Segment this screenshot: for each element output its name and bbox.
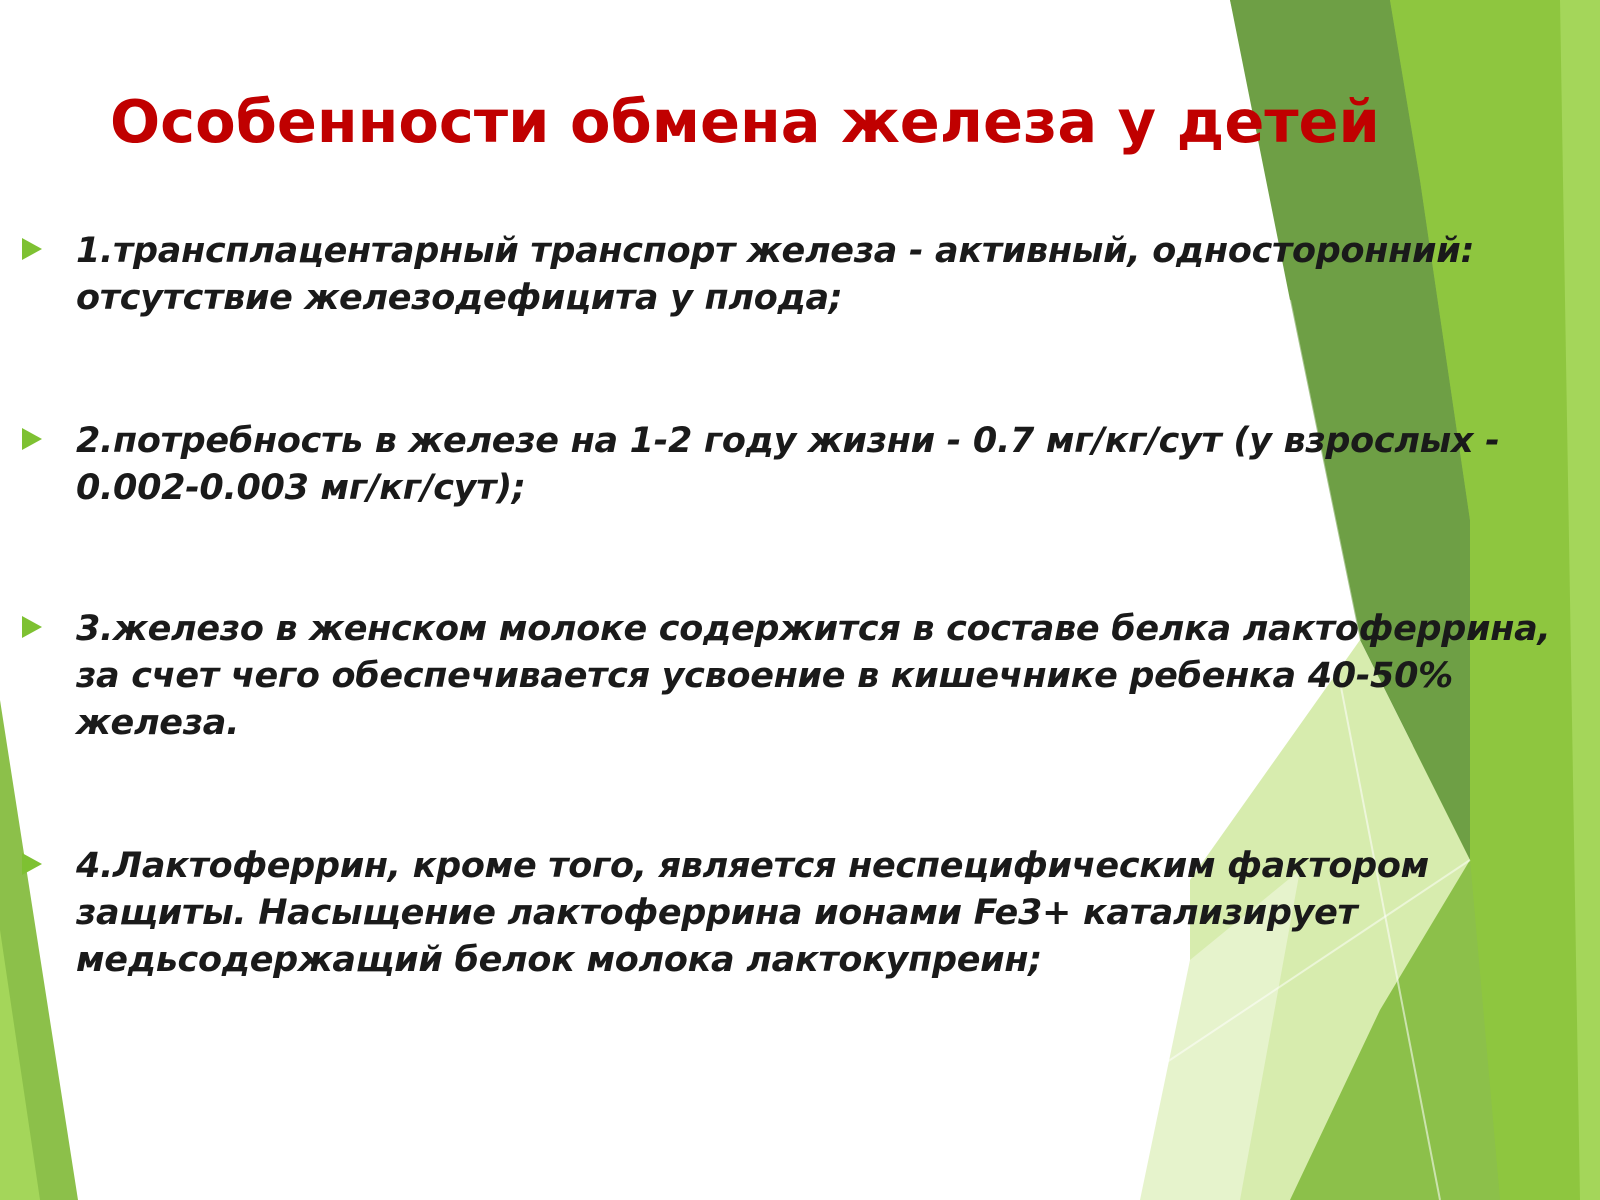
triangle-right-icon <box>22 238 42 260</box>
bullet-text: 1.трансплацентарный транспорт железа - активный, односторонний: отсутствие железодефицита у плода; <box>76 231 1475 318</box>
bullet-item-2 <box>18 418 1578 512</box>
bullet-text: 2.потребность в железе на 1-2 году жизни - 0.7 мг/кг/сут (у взрослых - 0.002-0.003 мг/кг/сут); <box>76 421 1500 508</box>
triangle-right-icon <box>22 616 42 638</box>
bullet-text: 3.железо в женском молоке содержится в составе белка лактоферрина, за счет чего обеспечивается усвоение в кишечнике ребенка 40-50% железа. <box>76 609 1551 743</box>
triangle-right-icon <box>22 428 42 450</box>
bullet-item-4 <box>18 843 1578 984</box>
bullet-item-1 <box>18 228 1578 322</box>
triangle-right-icon <box>22 853 42 875</box>
bullet-text: 4.Лактоферрин, кроме того, является неспецифическим фактором защиты. Насыщение лактоферрина ионами Fe3+ катализирует медьсодержащий белок молока лактокупреин; <box>76 846 1429 980</box>
bullet-item-3 <box>18 606 1578 747</box>
slide-title: Особенности обмена железа у детей <box>110 87 1380 156</box>
